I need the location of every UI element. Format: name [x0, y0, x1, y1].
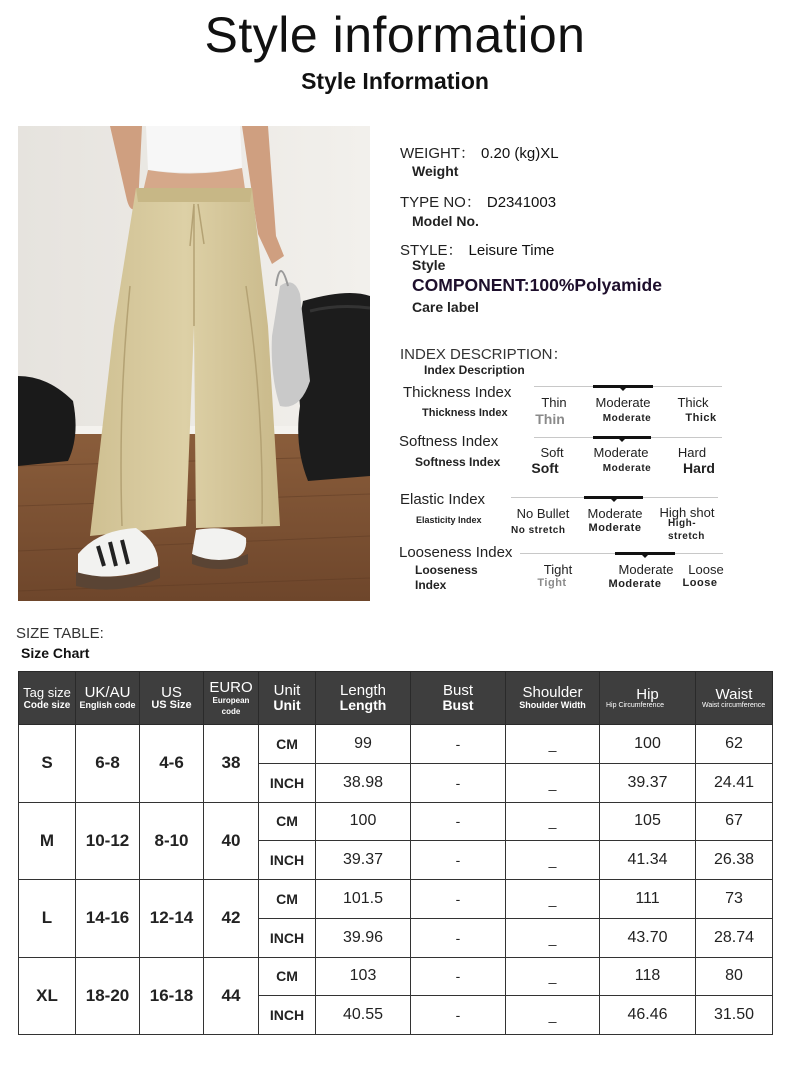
cell-cm-unit: CM — [259, 802, 316, 841]
cell-inch-shoulder: _ — [506, 763, 600, 802]
cell-cm-hip: 118 — [600, 957, 696, 996]
header-tag: Tag size Code size — [19, 672, 76, 725]
cell-inch-length: 40.55 — [316, 996, 411, 1035]
type-line — [400, 191, 556, 212]
cell-inch-hip: 43.70 — [600, 918, 696, 957]
cell-cm-length: 99 — [316, 725, 411, 764]
component-text: COMPONENT:100%Polyamide — [412, 275, 662, 295]
cell-ukau: 10-12 — [76, 802, 140, 880]
cell-inch-unit: INCH — [259, 763, 316, 802]
cell-inch-bust: - — [411, 763, 506, 802]
cell-cm-length: 100 — [316, 802, 411, 841]
header-ukau: UK/AU English code — [76, 672, 140, 725]
elastic-marker — [584, 496, 643, 499]
header-length: Length Length — [316, 672, 411, 725]
cell-inch-waist: 26.38 — [696, 841, 773, 880]
cell-euro: 42 — [204, 880, 259, 958]
looseness-title: Looseness Index — [399, 544, 513, 561]
looseness-sub-line1: Looseness — [415, 563, 478, 577]
header-us: US US Size — [140, 672, 204, 725]
table-row — [19, 957, 773, 996]
size-table-title: SIZE TABLE: — [16, 625, 104, 642]
product-photo — [18, 126, 370, 601]
cell-inch-unit: INCH — [259, 841, 316, 880]
page-subtitle: Style Information — [301, 68, 489, 94]
cell-cm-unit: CM — [259, 957, 316, 996]
softness-opt-moderate: Moderate — [593, 445, 649, 460]
cell-inch-shoulder: _ — [506, 841, 600, 880]
thickness-title: Thickness Index — [403, 384, 512, 401]
cell-tag-size: XL — [19, 957, 76, 1035]
looseness-opt-moderate: Moderate — [618, 562, 674, 577]
header-euro: EURO European code — [204, 672, 259, 725]
header-waist: Waist Waist circumference — [696, 672, 773, 725]
cell-inch-shoulder: _ — [506, 918, 600, 957]
cell-inch-shoulder: _ — [506, 996, 600, 1035]
header-hip: Hip Hip Circumference — [600, 672, 696, 725]
cell-us: 16-18 — [140, 957, 204, 1035]
cell-inch-length: 39.96 — [316, 918, 411, 957]
size-table-subtitle: Size Chart — [21, 645, 90, 661]
cell-cm-unit: CM — [259, 725, 316, 764]
style-value: Leisure Time — [468, 242, 555, 259]
type-label: TYPE NO： — [400, 194, 481, 211]
cell-cm-bust: - — [411, 725, 506, 764]
thickness-marker — [593, 385, 653, 388]
softness-opt-soft: Soft — [540, 445, 564, 460]
thickness-opt-thick: Thick — [677, 395, 709, 410]
thickness-sub-thick: Thick — [685, 412, 717, 424]
looseness-sub-loose: Loose — [682, 577, 718, 589]
cell-inch-bust: - — [411, 996, 506, 1035]
cell-inch-unit: INCH — [259, 918, 316, 957]
header-unit: Unit Unit — [259, 672, 316, 725]
cell-euro: 44 — [204, 957, 259, 1035]
cell-cm-waist: 80 — [696, 957, 773, 996]
cell-ukau: 18-20 — [76, 957, 140, 1035]
index-subtitle: Index Description — [424, 363, 525, 377]
looseness-opt-loose: Loose — [688, 562, 724, 577]
cell-us: 8-10 — [140, 802, 204, 880]
table-row — [19, 880, 773, 919]
weight-sub: Weight — [412, 163, 459, 179]
cell-euro: 40 — [204, 802, 259, 880]
size-table-header — [19, 672, 773, 725]
cell-inch-bust: - — [411, 841, 506, 880]
cell-inch-bust: - — [411, 918, 506, 957]
cell-cm-hip: 111 — [600, 880, 696, 919]
header-shoulder: Shoulder Shoulder Width — [506, 672, 600, 725]
softness-marker — [593, 436, 651, 439]
cell-inch-length: 38.98 — [316, 763, 411, 802]
cell-cm-hip: 105 — [600, 802, 696, 841]
softness-sub: Softness Index — [415, 455, 501, 469]
component-sub: Care label — [412, 299, 479, 315]
cell-tag-size: L — [19, 880, 76, 958]
elastic-opt-nobullet: No Bullet — [516, 506, 570, 521]
cell-cm-length: 103 — [316, 957, 411, 996]
softness-title: Softness Index — [399, 433, 499, 450]
cell-inch-hip: 46.46 — [600, 996, 696, 1035]
cell-us: 12-14 — [140, 880, 204, 958]
style-label: STYLE： — [400, 242, 463, 259]
cell-inch-waist: 24.41 — [696, 763, 773, 802]
cell-cm-bust: - — [411, 880, 506, 919]
elastic-opt-highshot: High shot — [659, 505, 715, 520]
cell-inch-unit: INCH — [259, 996, 316, 1035]
cell-cm-unit: CM — [259, 880, 316, 919]
thickness-sub: Thickness Index — [422, 407, 508, 419]
weight-value: 0.20 (kg)XL — [481, 145, 559, 162]
elastic-sub-stretch: stretch — [668, 531, 705, 542]
elastic-sub-moderate: Moderate — [588, 522, 642, 534]
looseness-sub-tight: Tight — [537, 577, 567, 589]
elastic-sub-high: High- — [668, 518, 697, 529]
cell-cm-shoulder: _ — [506, 957, 600, 996]
size-table — [18, 671, 773, 1035]
cell-cm-shoulder: _ — [506, 802, 600, 841]
cell-inch-length: 39.37 — [316, 841, 411, 880]
cell-inch-waist: 28.74 — [696, 918, 773, 957]
index-title: INDEX DESCRIPTION： — [400, 346, 568, 363]
cell-cm-bust: - — [411, 957, 506, 996]
looseness-sub-line2: Index — [415, 578, 447, 592]
header-bust: Bust Bust — [411, 672, 506, 725]
cell-cm-waist: 73 — [696, 880, 773, 919]
softness-sub-hard: Hard — [683, 460, 715, 476]
thickness-opt-thin: Thin — [541, 395, 567, 410]
looseness-opt-tight: Tight — [543, 562, 573, 577]
softness-opt-hard: Hard — [677, 445, 707, 460]
cell-ukau: 14-16 — [76, 880, 140, 958]
softness-sub-soft: Soft — [531, 460, 559, 476]
cell-tag-size: S — [19, 725, 76, 803]
thickness-sub-thin: Thin — [535, 411, 565, 427]
weight-line — [400, 142, 559, 163]
type-value: D2341003 — [486, 194, 557, 211]
table-row — [19, 802, 773, 841]
thickness-opt-moderate: Moderate — [595, 395, 651, 410]
elastic-title: Elastic Index — [400, 491, 486, 508]
cell-cm-shoulder: _ — [506, 725, 600, 764]
cell-tag-size: M — [19, 802, 76, 880]
cell-euro: 38 — [204, 725, 259, 803]
softness-sub-moderate: Moderate — [602, 463, 652, 474]
cell-cm-waist: 67 — [696, 802, 773, 841]
table-row — [19, 725, 773, 764]
type-sub: Model No. — [412, 213, 479, 229]
thickness-sub-moderate: Moderate — [602, 413, 652, 424]
cell-cm-length: 101.5 — [316, 880, 411, 919]
cell-inch-hip: 41.34 — [600, 841, 696, 880]
cell-us: 4-6 — [140, 725, 204, 803]
cell-inch-waist: 31.50 — [696, 996, 773, 1035]
cell-inch-hip: 39.37 — [600, 763, 696, 802]
cell-cm-hip: 100 — [600, 725, 696, 764]
looseness-sub-moderate: Moderate — [608, 578, 662, 590]
looseness-marker — [615, 552, 675, 555]
cell-cm-bust: - — [411, 802, 506, 841]
cell-cm-waist: 62 — [696, 725, 773, 764]
weight-label: WEIGHT： — [400, 145, 475, 162]
cell-cm-shoulder: _ — [506, 880, 600, 919]
page-title: Style information — [204, 7, 586, 63]
elastic-sub: Elasticity Index — [416, 515, 482, 525]
cell-ukau: 6-8 — [76, 725, 140, 803]
elastic-opt-moderate: Moderate — [587, 506, 643, 521]
style-sub: Style — [412, 257, 446, 273]
elastic-sub-nostretch: No stretch — [511, 525, 566, 536]
